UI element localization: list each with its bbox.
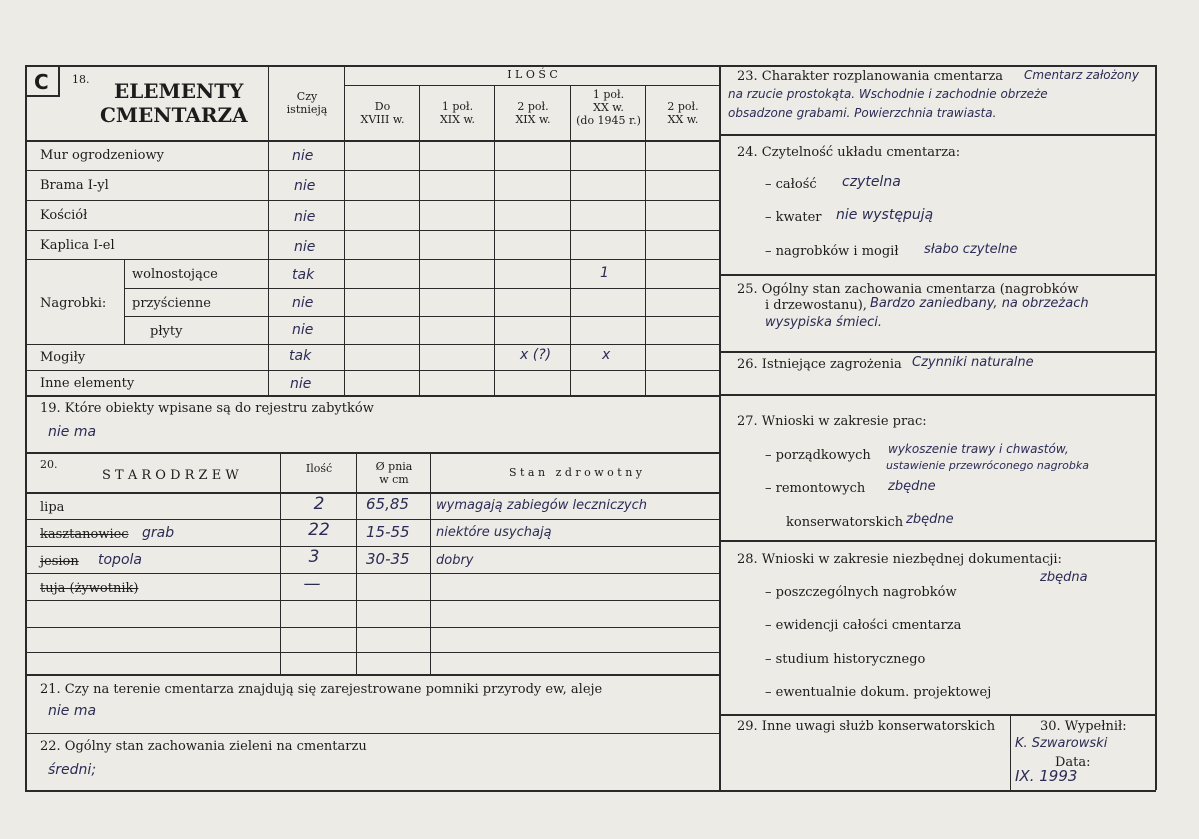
section-24-label: 24. Czytelność układu cmentarza:: [737, 145, 961, 160]
section-28-label: 28. Wnioski w zakresie niezbędnej dokumentacji:: [737, 552, 1062, 567]
section-28-item-3: – studium historycznego: [765, 652, 926, 667]
exists-brama: nie: [294, 178, 316, 194]
qty-wolno-xx1: 1: [600, 265, 609, 281]
section-30-date-label: Data:: [1055, 755, 1091, 770]
section-29-label: 29. Inne uwagi służb konserwatorskich: [737, 719, 996, 734]
exists-mur: nie: [292, 148, 314, 164]
exists-kaplica: nie: [294, 239, 316, 255]
tree-qty-3: 3: [308, 547, 320, 567]
section-28-answer: zbędna: [1040, 570, 1088, 585]
section-27-answer-1a: wykoszenie trawy i chwastów,: [888, 442, 1069, 456]
exists-inne: nie: [290, 376, 312, 392]
section-23-answer-2: na rzucie prostokąta. Wschodnie i zachodnie obrzeże: [728, 87, 1048, 101]
section-26-answer: Czynniki naturalne: [912, 355, 1034, 370]
row-label-wolno: wolnostojące: [132, 267, 218, 282]
section-27-item-3: konserwatorskich: [786, 515, 904, 530]
section-24-item-2: – kwater: [765, 210, 822, 225]
tree-replaced-3: topola: [98, 552, 142, 568]
tree-qty-1: 2: [313, 494, 325, 514]
section-20-number: 20.: [40, 458, 58, 471]
qty-mogily-xix2: x (?): [520, 347, 552, 363]
tree-name-1: lipa: [40, 500, 65, 515]
tree-qty-2: 22: [308, 520, 330, 540]
section-18-title-1: ELEMENTY: [114, 79, 244, 103]
exists-przysc: nie: [292, 295, 314, 311]
section-30-name: K. Szwarowski: [1015, 736, 1108, 751]
col-state-header: S t a n z d r o w o t n y: [508, 466, 643, 479]
exists-mogily: tak: [289, 348, 312, 364]
section-18-title-2: CMENTARZA: [100, 103, 248, 127]
tree-qty-4: —: [303, 574, 321, 594]
section-22-answer: średni;: [48, 762, 97, 778]
section-21-label: 21. Czy na terenie cmentarza znajdują się zarejestrowane pomniki przyrody ew, aleje: [40, 682, 603, 697]
tree-state-2: niektóre usychają: [436, 525, 552, 540]
row-label-plyty: płyty: [150, 324, 183, 339]
exists-wolno: tak: [292, 267, 315, 283]
row-label-mogily: Mogiły: [40, 350, 86, 365]
qty-header: I L O Ś C: [507, 68, 558, 81]
section-23-answer-3: obsadzone grabami. Powierzchnia trawiasta.: [728, 106, 997, 120]
section-27-item-2: – remontowych: [765, 481, 866, 496]
col-diam-header: Ø pnia w cm: [375, 460, 413, 486]
section-27-answer-2: zbędne: [888, 479, 936, 494]
section-28-item-2: – ewidencji całości cmentarza: [765, 618, 962, 633]
tree-replaced-2: grab: [142, 525, 175, 541]
section-30-label: 30. Wypełnił:: [1040, 719, 1127, 734]
section-25-label-2: i drzewostanu),: [765, 298, 867, 313]
section-20-title: S T A R O D R Z E W: [102, 468, 239, 483]
tree-name-3: jesion: [40, 554, 79, 569]
section-25-answer-1: Bardzo zaniedbany, na obrzeżach: [870, 296, 1089, 311]
section-30-date: IX. 1993: [1015, 767, 1078, 785]
section-24-answer-3: słabo czytelne: [924, 242, 1018, 257]
col-header-xx1: 1 poł. XX w. (do 1945 r.): [576, 88, 641, 127]
tree-name-4: tuja (żywotnik): [40, 581, 139, 596]
section-19-label: 19. Które obiekty wpisane są do rejestru zabytków: [40, 401, 374, 416]
tree-diam-2: 15-55: [366, 523, 410, 541]
col-header-xviii: Do XVIII w.: [360, 100, 405, 126]
section-18-number: 18.: [72, 73, 90, 86]
exists-kosciol: nie: [294, 209, 316, 225]
section-27-answer-3: zbędne: [906, 512, 954, 527]
form-badge-letter: C: [34, 70, 49, 94]
section-22-label: 22. Ogólny stan zachowania zieleni na cmentarzu: [40, 739, 367, 754]
col-header-xix2: 2 poł. XIX w.: [515, 100, 551, 126]
section-28-item-4: – ewentualnie dokum. projektowej: [765, 685, 992, 700]
row-label-kaplica: Kaplica I-el: [40, 238, 115, 253]
section-26-label: 26. Istniejące zagrożenia: [737, 357, 902, 372]
tree-diam-1: 65,85: [366, 495, 409, 513]
row-label-nagrobki: Nagrobki:: [40, 296, 107, 311]
row-label-mur: Mur ogrodzeniowy: [40, 148, 164, 163]
section-27-label: 27. Wnioski w zakresie prac:: [737, 414, 927, 429]
section-24-item-3: – nagrobków i mogił: [765, 244, 899, 259]
col-qty-header: Ilość: [305, 462, 333, 475]
exists-plyty: nie: [292, 322, 314, 338]
col-header-xx2: 2 poł. XX w.: [667, 100, 699, 126]
section-23-answer-1: Cmentarz założony: [1024, 68, 1139, 82]
section-24-answer-2: nie występują: [836, 207, 934, 223]
col-header-xix1: 1 poł. XIX w.: [439, 100, 476, 126]
tree-diam-3: 30-35: [366, 550, 410, 568]
section-25-label-1: 25. Ogólny stan zachowania cmentarza (nagrobków: [737, 282, 1079, 297]
section-27-answer-1b: ustawienie przewróconego nagrobka: [886, 459, 1089, 472]
tree-state-1: wymagają zabiegów leczniczych: [436, 498, 647, 513]
qty-mogily-xx1: x: [602, 347, 611, 363]
row-label-inne: Inne elementy: [40, 376, 135, 391]
section-24-answer-1: czytelna: [842, 174, 901, 190]
section-27-item-1: – porządkowych: [765, 448, 871, 463]
section-24-item-1: – całość: [765, 177, 817, 192]
section-28-item-1: – poszczególnych nagrobków: [765, 585, 957, 600]
section-21-answer: nie ma: [48, 703, 97, 719]
section-23-label: 23. Charakter rozplanowania cmentarza: [737, 69, 1004, 84]
tree-state-3: dobry: [436, 553, 474, 568]
section-19-answer: nie ma: [48, 424, 97, 440]
section-25-answer-2: wysypiska śmieci.: [765, 315, 882, 330]
row-label-brama: Brama I-yl: [40, 178, 109, 193]
row-label-kosciol: Kościół: [40, 208, 88, 223]
col-exists-header: Czy istnieją: [286, 90, 328, 116]
tree-name-2: kasztanowiec: [40, 527, 129, 542]
row-label-przysc: przyścienne: [132, 296, 211, 311]
